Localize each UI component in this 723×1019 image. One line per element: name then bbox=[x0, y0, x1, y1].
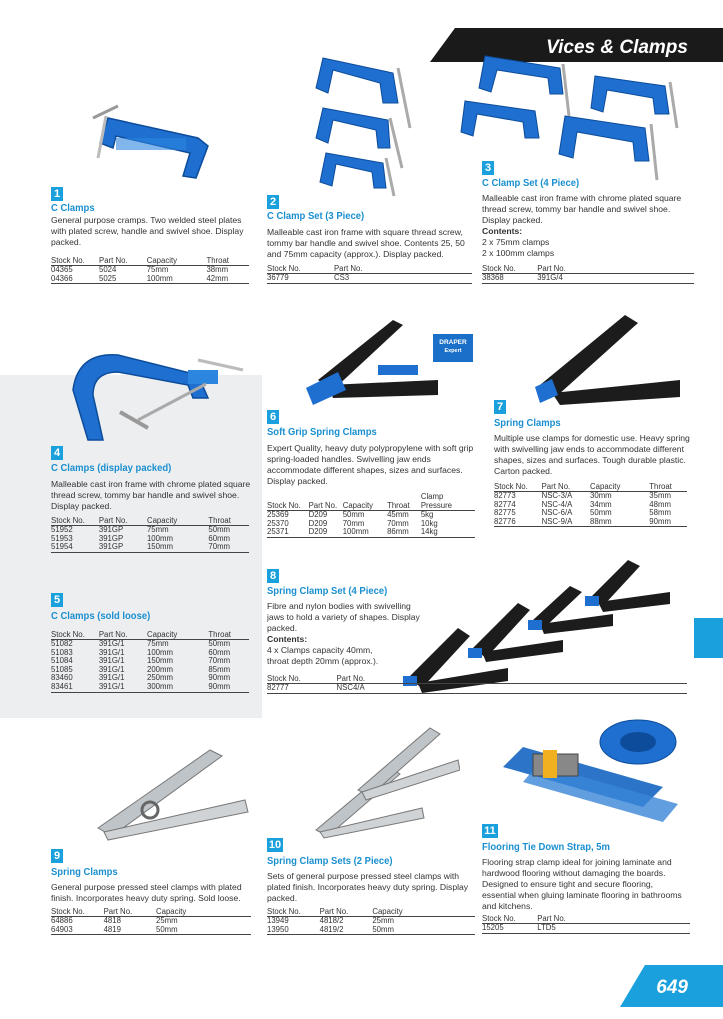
table-row bbox=[267, 520, 475, 529]
product-number-badge: 10 bbox=[268, 839, 282, 851]
product-title: Spring Clamps bbox=[494, 417, 561, 429]
product-number-badge: 2 bbox=[267, 195, 279, 209]
table-header: Capacity bbox=[147, 256, 207, 266]
table-header: Stock No. bbox=[482, 264, 537, 274]
product-number-badge: 8 bbox=[267, 569, 279, 583]
product-title: Spring Clamp Sets (2 Piece) bbox=[267, 855, 393, 867]
table-cell: 85mm bbox=[208, 664, 231, 674]
table-cell: 30mm bbox=[590, 491, 612, 500]
table-cell: 51952 bbox=[51, 525, 73, 534]
table-cell: 51085 bbox=[51, 664, 73, 674]
product-description: Expert Quality, heavy duty polypropylene with soft grip spring-loaded handles. Swivelling jaw ends accommodate different shapes, sizes and surfaces. Display packed. bbox=[267, 443, 474, 486]
table-cell: 15205 bbox=[482, 924, 537, 934]
product-number-badge: 6 bbox=[267, 410, 279, 424]
table-cell: NSC4/A bbox=[336, 684, 687, 694]
section-tab[interactable] bbox=[694, 618, 723, 658]
table-cell: 50mm bbox=[590, 508, 612, 518]
product-title: C Clamp Set (3 Piece) bbox=[267, 210, 365, 222]
product-number-badge: 11 bbox=[482, 824, 498, 838]
spec-table bbox=[51, 256, 249, 284]
product-title: C Clamps (display packed) bbox=[51, 462, 172, 474]
table-cell: 86mm bbox=[387, 528, 421, 537]
table-cell: 13949 bbox=[267, 916, 289, 925]
table-header: Capacity bbox=[590, 482, 649, 492]
table-cell: 60mm bbox=[208, 647, 231, 657]
table-cell: 4818/2 bbox=[319, 916, 344, 925]
table-cell: 82777 bbox=[267, 684, 336, 694]
table-cell: 51083 bbox=[51, 647, 73, 657]
c-clamp-set-3-image bbox=[298, 48, 438, 198]
product-description: Multiple use clamps for domestic use. Heavy spring with swivelling jaw ends to accommodate different shapes, sizes and surfaces. Tough durable plastic. Carton packed. bbox=[494, 433, 690, 476]
table-cell: 83461 bbox=[51, 683, 99, 692]
table-cell: 34mm bbox=[590, 499, 612, 509]
table-header: Stock No. bbox=[494, 482, 542, 492]
table-header: Part No. bbox=[309, 492, 343, 511]
table-cell: 75mm bbox=[146, 525, 169, 534]
table-header: Part No. bbox=[99, 516, 147, 526]
table-cell: 14kg bbox=[421, 528, 475, 537]
spec-table bbox=[51, 630, 249, 693]
table-cell: 70mm bbox=[387, 518, 409, 528]
table-cell: 50mm bbox=[372, 926, 475, 935]
table-row bbox=[51, 683, 249, 692]
product-description: Malleable cast iron frame with square thread screw, tommy bar handle and swivel shoe. Contents 25, 50 and 75mm capacity (approx.). Display packed. bbox=[267, 227, 465, 259]
table-cell: 51084 bbox=[51, 656, 73, 666]
table-cell: 391G/4 bbox=[537, 274, 694, 284]
table-cell: 51082 bbox=[51, 639, 73, 648]
table-cell: 391GP bbox=[98, 525, 124, 534]
table-cell: 25mm bbox=[156, 916, 178, 925]
table-cell: 391G/1 bbox=[98, 664, 125, 674]
table-cell: 48mm bbox=[649, 499, 671, 509]
table-header: Throat bbox=[387, 492, 421, 511]
spec-table bbox=[482, 264, 694, 284]
product-number-badge: 5 bbox=[51, 593, 63, 607]
table-cell: 5024 bbox=[99, 265, 117, 274]
spring-clamp-set-2-image bbox=[310, 720, 460, 840]
table-cell: 51954 bbox=[51, 543, 99, 552]
table-cell: 90mm bbox=[208, 683, 249, 692]
table-row bbox=[51, 275, 249, 284]
table-row bbox=[51, 926, 251, 935]
table-cell: 391GP bbox=[99, 543, 147, 552]
table-row bbox=[51, 543, 249, 552]
product-description: Sets of general purpose pressed steel clamps with plated finish. Incorporates heavy duty spring. Display packed. bbox=[267, 871, 469, 903]
table-header: Stock No. bbox=[482, 914, 537, 924]
table-row bbox=[482, 924, 690, 934]
product-title: Spring Clamp Set (4 Piece) bbox=[267, 585, 388, 597]
spec-table bbox=[267, 674, 687, 694]
table-cell: 250mm bbox=[147, 673, 173, 683]
product-description: General purpose pressed steel clamps with plated finish. Incorporates heavy duty spring. Sold loose. bbox=[51, 882, 242, 903]
table-cell: 13950 bbox=[267, 926, 320, 935]
table-cell: 4818 bbox=[103, 916, 121, 925]
contents-item: throat depth 20mm (approx.). bbox=[267, 656, 379, 666]
table-header: Stock No. bbox=[51, 907, 104, 917]
product-number-badge: 7 bbox=[494, 400, 506, 414]
table-cell: 64886 bbox=[51, 916, 73, 925]
contents-label: Contents: bbox=[267, 634, 308, 644]
table-cell: 100mm bbox=[146, 533, 173, 543]
table-cell: 300mm bbox=[147, 683, 208, 692]
table-cell: 5025 bbox=[99, 275, 147, 284]
soft-grip-clamp-image bbox=[298, 310, 448, 420]
table-cell: D209 bbox=[309, 528, 343, 537]
table-row bbox=[267, 917, 475, 926]
table-cell: NSC-9/A bbox=[542, 518, 590, 527]
table-cell: 83460 bbox=[51, 673, 73, 683]
table-header: Part No. bbox=[104, 907, 156, 917]
table-header: Capacity bbox=[147, 516, 208, 526]
spring-clamp-black-image bbox=[530, 305, 685, 410]
spec-table bbox=[494, 482, 687, 527]
table-header: Stock No. bbox=[51, 630, 99, 640]
table-cell: 150mm bbox=[147, 543, 208, 552]
product-description: General purpose cramps. Two welded steel plates with plated screw, handle and swivel shoe. Display packed. bbox=[51, 215, 244, 247]
table-cell: LTD5 bbox=[537, 924, 690, 934]
table-cell: 25369 bbox=[267, 510, 289, 519]
table-row bbox=[267, 926, 475, 935]
table-cell: 100mm bbox=[343, 528, 387, 537]
product-number-badge: 4 bbox=[51, 446, 63, 460]
table-cell: 82774 bbox=[494, 499, 516, 509]
table-row bbox=[267, 684, 687, 694]
spec-table bbox=[51, 907, 251, 935]
logo-brand: DRAPER bbox=[439, 339, 467, 346]
table-header: Stock No. bbox=[51, 516, 99, 526]
table-header: Clamp Pressure bbox=[421, 492, 475, 511]
table-cell: 100mm bbox=[147, 647, 173, 657]
product-title: C Clamp Set (4 Piece) bbox=[482, 177, 580, 189]
table-header: Capacity bbox=[372, 907, 475, 917]
table-cell: 391G/1 bbox=[98, 647, 125, 657]
table-header: Stock No. bbox=[267, 907, 320, 917]
table-cell: 25370 bbox=[267, 518, 289, 528]
table-cell: NSC-3/A bbox=[541, 491, 573, 500]
product-description: Flooring strap clamp ideal for joining laminate and hardwood flooring without damaging the boards. Designed to ensure tight and secure flooring, essential when gluing laminate flooring in bathrooms and kitchens. bbox=[482, 857, 682, 911]
table-cell: 82775 bbox=[494, 508, 516, 518]
table-cell: 391G/1 bbox=[98, 656, 125, 666]
table-cell: 70mm bbox=[208, 543, 249, 552]
spec-table bbox=[51, 516, 249, 553]
product-description: Malleable cast iron frame with chrome plated square thread screw, tommy bar handle and swivel shoe. Display packed. bbox=[51, 479, 251, 511]
spec-table bbox=[267, 264, 472, 284]
table-cell: 75mm bbox=[147, 639, 169, 648]
table-header: Part No. bbox=[537, 914, 690, 924]
spec-table bbox=[267, 492, 475, 538]
table-cell: NSC-4/A bbox=[541, 499, 573, 509]
table-cell: 200mm bbox=[147, 664, 173, 674]
table-cell: 391G/1 bbox=[99, 683, 147, 692]
table-cell: 25mm bbox=[372, 916, 394, 925]
table-cell: 58mm bbox=[649, 508, 671, 518]
table-cell: 88mm bbox=[590, 518, 649, 527]
product-description: Fibre and nylon bodies with swivelling jaws to hold a variety of shapes. Display packed. Contents: 4 x Clamps capacity 40mm, throat depth 20mm (approx.). bbox=[267, 601, 427, 667]
table-cell: 36779 bbox=[267, 274, 334, 284]
table-row bbox=[267, 511, 475, 520]
table-cell: 82776 bbox=[494, 518, 542, 527]
table-cell: 150mm bbox=[147, 656, 173, 666]
table-cell: 4819/2 bbox=[320, 926, 373, 935]
table-cell: 51953 bbox=[51, 533, 73, 543]
c-clamp-display-image bbox=[58, 340, 258, 450]
table-cell: D209 bbox=[308, 518, 328, 528]
table-header: Stock No. bbox=[267, 264, 334, 274]
table-header: Part No. bbox=[334, 264, 472, 274]
table-cell: 70mm bbox=[208, 656, 231, 666]
table-cell: 10kg bbox=[420, 518, 438, 528]
contents-item: 2 x 100mm clamps bbox=[482, 248, 555, 258]
table-cell: 75mm bbox=[146, 265, 169, 274]
table-cell: 391GP bbox=[98, 533, 124, 543]
table-row bbox=[51, 917, 251, 926]
table-cell: 391G/1 bbox=[98, 673, 125, 683]
table-cell: 90mm bbox=[649, 518, 687, 527]
table-cell: NSC-6/A bbox=[541, 508, 573, 518]
contents-label: Contents: bbox=[482, 226, 523, 236]
table-header: Throat bbox=[649, 482, 687, 492]
table-cell: 64903 bbox=[51, 926, 104, 935]
table-cell: 04366 bbox=[51, 275, 99, 284]
table-header: Throat bbox=[208, 516, 249, 526]
table-cell: 50mm bbox=[156, 926, 251, 935]
table-cell: 45mm bbox=[387, 510, 409, 519]
table-header: Part No. bbox=[320, 907, 373, 917]
table-header: Capacity bbox=[343, 492, 387, 511]
table-header: Throat bbox=[208, 630, 249, 640]
table-header: Throat bbox=[206, 256, 249, 266]
product-title: Flooring Tie Down Strap, 5m bbox=[482, 841, 610, 853]
product-title: Spring Clamps bbox=[51, 866, 118, 878]
table-cell: 5kg bbox=[420, 510, 434, 519]
table-header: Part No. bbox=[537, 264, 694, 274]
table-header: Stock No. bbox=[267, 674, 336, 684]
flooring-strap-image bbox=[493, 712, 693, 837]
footer-bar bbox=[0, 965, 723, 1007]
spring-clamp-steel-image bbox=[90, 740, 250, 845]
table-cell: 38368 bbox=[482, 274, 537, 284]
table-header: Capacity bbox=[156, 907, 251, 917]
logo-sub: Expert bbox=[444, 348, 462, 354]
table-cell: 25371 bbox=[267, 528, 309, 537]
section-title: Vices & Clamps bbox=[546, 37, 688, 58]
table-row bbox=[494, 518, 687, 527]
table-cell: 4819 bbox=[104, 926, 156, 935]
table-cell: 70mm bbox=[342, 518, 365, 528]
table-cell: 391G/1 bbox=[98, 639, 125, 648]
contents-item: 2 x 75mm clamps bbox=[482, 237, 550, 247]
product-number-badge: 1 bbox=[51, 187, 63, 201]
table-cell: CS3 bbox=[334, 274, 472, 284]
table-header: Stock No. bbox=[267, 492, 309, 511]
table-cell: 60mm bbox=[208, 533, 231, 543]
table-header: Part No. bbox=[99, 256, 147, 266]
table-cell: 50mm bbox=[208, 639, 231, 648]
table-cell: D209 bbox=[308, 510, 328, 519]
product-title: Soft Grip Spring Clamps bbox=[267, 426, 377, 438]
table-row bbox=[482, 274, 694, 284]
c-clamp-image bbox=[78, 98, 228, 188]
table-cell: 35mm bbox=[649, 491, 671, 500]
table-header: Capacity bbox=[147, 630, 208, 640]
table-row bbox=[267, 274, 472, 284]
table-cell: 50mm bbox=[342, 510, 365, 519]
table-cell: 90mm bbox=[208, 673, 231, 683]
table-row bbox=[267, 528, 475, 537]
table-cell: 50mm bbox=[208, 525, 231, 534]
draper-logo bbox=[433, 334, 473, 362]
table-header: Part No. bbox=[336, 674, 687, 684]
contents-item: 4 x Clamps capacity 40mm, bbox=[267, 645, 373, 655]
spec-table bbox=[482, 914, 690, 934]
product-description: Malleable cast iron frame with chrome plated square thread screw, tommy bar handle and swivel shoe. Display packed. Contents: 2 x 75mm clamps 2 x 100mm clamps bbox=[482, 193, 692, 259]
product-number-badge: 9 bbox=[51, 849, 63, 863]
table-header: Stock No. bbox=[51, 256, 99, 266]
product-title: C Clamps (sold loose) bbox=[51, 610, 151, 622]
table-header: Part No. bbox=[542, 482, 590, 492]
spec-table bbox=[267, 907, 475, 935]
table-cell: 42mm bbox=[206, 275, 249, 284]
page-number: 649 bbox=[656, 977, 688, 998]
product-number-badge: 3 bbox=[482, 161, 494, 175]
table-cell: 04365 bbox=[51, 265, 73, 274]
table-cell: 38mm bbox=[206, 265, 229, 274]
table-cell: 100mm bbox=[147, 275, 207, 284]
product-title: C Clamps bbox=[51, 202, 95, 214]
table-cell: 82773 bbox=[494, 491, 516, 500]
table-header: Part No. bbox=[99, 630, 147, 640]
